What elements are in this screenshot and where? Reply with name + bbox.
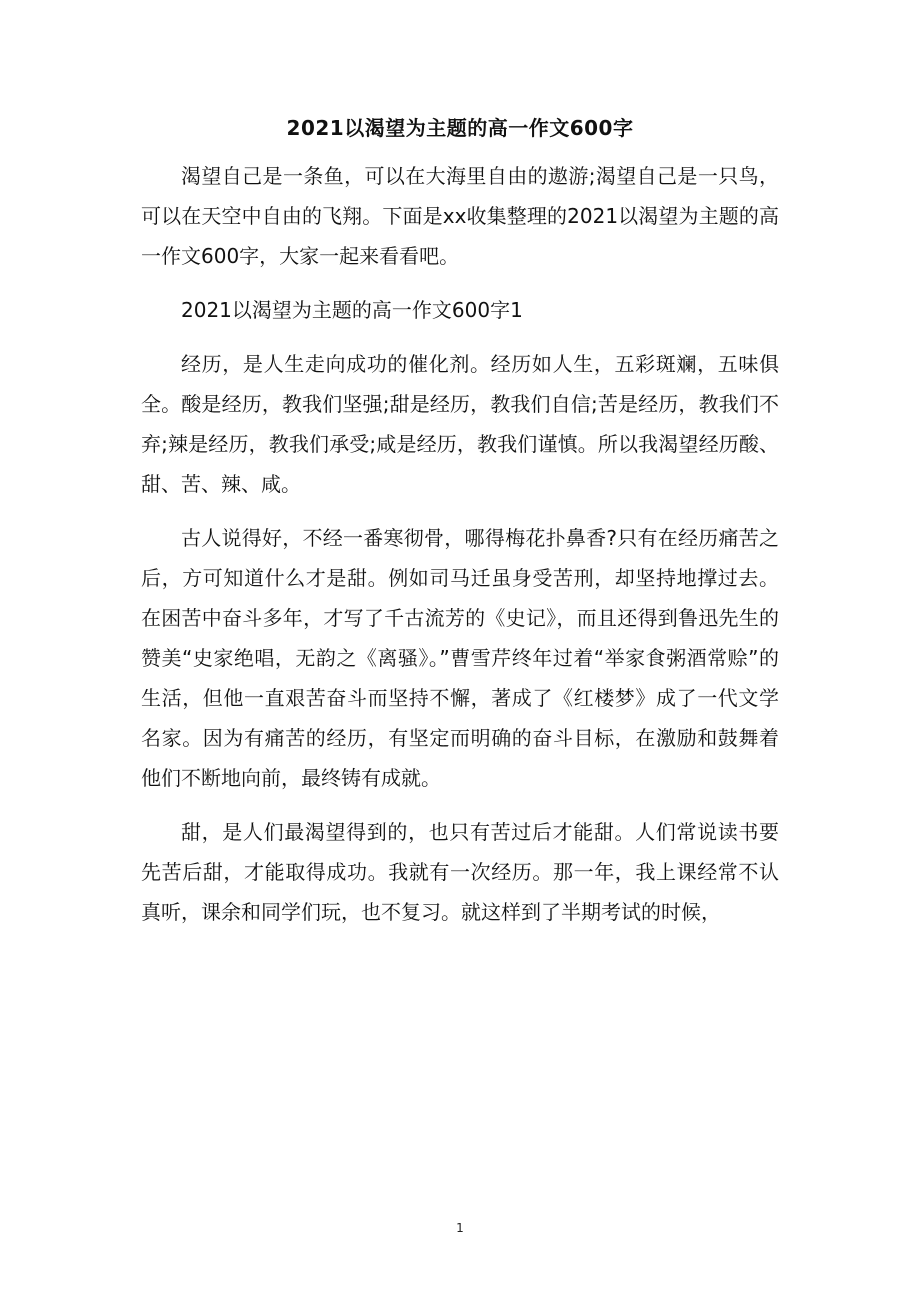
section-heading: 2021以渴望为主题的高一作文600字1	[181, 298, 523, 322]
document-title: 2021以渴望为主题的高一作文600字	[286, 116, 634, 140]
body-paragraph: 古人说得好，不经一番寒彻骨，哪得梅花扑鼻香?只有在经历痛苦之后，方可知道什么才是甜。例如司马迁虽身受苦刑，却坚持地撑过去。在困苦中奋斗多年，才写了千古流芳的《史记》，而且还得到鲁迅先生的赞美“史家绝唱，无韵之《离骚》。”曹雪芹终年过着“举家食粥酒常赊”的生活，但他一直艰苦奋斗而坚持不懈，著成了《红楼梦》成了一代文学名家。因为有痛苦的经历，有坚定而明确的奋斗目标，在激励和鼓舞着他们不断地向前，最终铸有成就。	[141, 526, 779, 790]
body-paragraph: 经历，是人生走向成功的催化剂。经历如人生，五彩斑斓，五味俱全。酸是经历，教我们坚强;甜是经历，教我们自信;苦是经历，教我们不弃;辣是经历，教我们承受;咸是经历，教我们谨慎。所以我渴望经历酸、甜、苦、辣、咸。	[141, 352, 779, 496]
body-paragraph: 甜，是人们最渴望得到的，也只有苦过后才能甜。人们常说读书要先苦后甜，才能取得成功。我就有一次经历。那一年，我上课经常不认真听，课余和同学们玩，也不复习。就这样到了半期考试的时候，	[141, 820, 779, 924]
intro-paragraph: 渴望自己是一条鱼，可以在大海里自由的遨游;渴望自己是一只鸟，可以在天空中自由的飞翔。下面是xx收集整理的2021以渴望为主题的高一作文600字，大家一起来看看吧。	[141, 164, 779, 268]
page-number: 1	[456, 1221, 464, 1235]
document-body	[141, 156, 779, 932]
